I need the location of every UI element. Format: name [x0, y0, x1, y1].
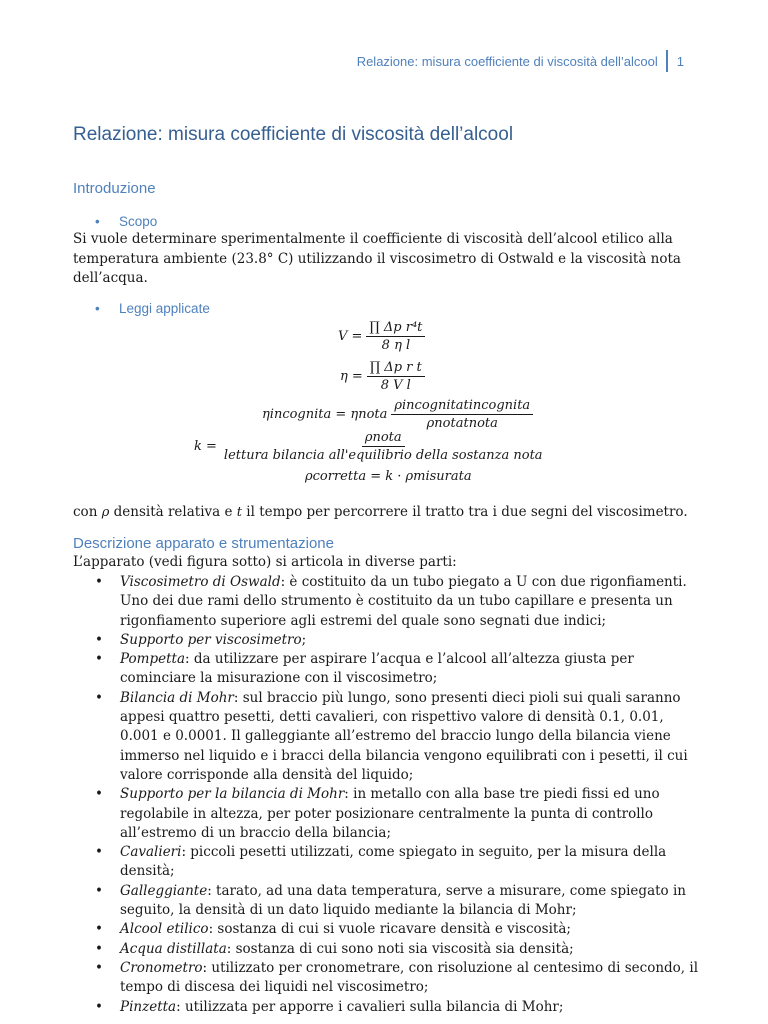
item-text: : in metallo con alla base tre piedi fissi ed uno regolabile in altezza, per poter posizionare centralmente la punta di controllo all’estremo di un braccio della bilancia;: [120, 786, 660, 841]
list-item: [73, 573, 703, 631]
item-term: Acqua distillata: [120, 940, 227, 957]
list-item: [73, 689, 703, 785]
item-term: Alcool etilico: [120, 921, 209, 938]
bullet-dot: •: [95, 882, 103, 899]
item-term: Bilancia di Mohr: [120, 689, 234, 706]
leggi-label: Leggi applicate: [119, 301, 210, 316]
eq2-denominator: 8 V l: [380, 378, 411, 393]
item-term: Supporto per la bilancia di Mohr: [120, 786, 345, 803]
con-text-1: con: [73, 504, 102, 520]
item-term: Supporto per viscosimetro: [120, 631, 302, 648]
bullet-dot: •: [95, 786, 103, 803]
bullet-dot: •: [95, 214, 100, 229]
item-term: Cavalieri: [120, 844, 182, 861]
list-item: [73, 920, 703, 939]
equation-k: [194, 430, 546, 463]
bullet-dot: •: [95, 301, 100, 316]
con-t-symbol: t: [236, 505, 243, 520]
item-term: Pinzetta: [120, 998, 177, 1015]
item-term: Cronometro: [120, 959, 203, 976]
item-term: Galleggiante: [120, 882, 208, 899]
item-text: : sul braccio più lungo, sono presenti dieci pioli sui quali saranno appesi quattro pesetti, detti cavalieri, con rispettivo valore di densità 0.1, 0.01, 0.001 e 0.0001. Il galleggiante all’estremo del braccio lungo della bilancia viene immerso nel liquido e i bracci della bilancia vengono equilibrati con i pesetti, il cui valore corrisponde alla densità del liquido;: [120, 689, 688, 783]
eq2-lhs: η =: [340, 369, 363, 384]
bullet-dot: •: [95, 959, 103, 976]
eq3-numerator: ρincognitatincognita: [391, 398, 533, 415]
con-text-3: il tempo per percorrere il tratto tra i due segni del viscosimetro.: [242, 504, 688, 520]
running-title: Relazione: misura coefficiente di viscosità dell’alcool: [356, 53, 658, 69]
item-text: : utilizzata per apporre i cavalieri sulla bilancia di Mohr;: [176, 998, 564, 1015]
eq4-fraction: [221, 430, 546, 463]
heading-introduzione: Introduzione: [73, 180, 156, 197]
bullet-dot: •: [95, 689, 103, 706]
eq1-numerator: ∏ Δp r⁴t: [366, 320, 425, 337]
item-text: : sostanza di cui sono noti sia viscosità sia densità;: [226, 940, 574, 957]
list-item: [73, 785, 703, 843]
bullet-leggi: [95, 301, 210, 316]
heading-descrizione: Descrizione apparato e strumentazione: [73, 535, 334, 552]
item-text: : sostanza di cui si vuole ricavare densità e viscosità;: [208, 921, 571, 938]
page-number: 1: [676, 53, 684, 69]
scopo-label: Scopo: [119, 214, 158, 229]
bullet-dot: •: [95, 631, 103, 648]
document-title: Relazione: misura coefficiente di viscosità dell’alcool: [73, 124, 514, 145]
eq1-denominator: 8 η l: [381, 338, 411, 353]
eq1-lhs: V =: [338, 329, 363, 344]
apparatus-list: [73, 573, 703, 1017]
item-text: : utilizzato per cronometrare, con risoluzione al centesimo di secondo, il tempo di discesa dei liquidi nel viscosimetro;: [120, 959, 699, 996]
item-term: Pompetta: [120, 651, 185, 668]
bullet-dot: •: [95, 998, 103, 1015]
bullet-dot: •: [95, 940, 103, 957]
item-text: : è costituito da un tubo piegato a U con due rigonfiamenti. Uno dei due rami dello strumento è costituito da un tubo capillare e presenta un rigonfiamento superiore agli estremi del quale sono segnati due indici;: [120, 574, 687, 629]
con-text-2: densità relativa e: [109, 504, 237, 520]
list-item: [73, 959, 703, 998]
eq1-fraction: [366, 320, 425, 353]
equation-corrected-density: ρcorretta = k · ρmisurata: [305, 469, 472, 484]
running-header: [357, 50, 684, 72]
eq4-denominator: lettura bilancia all'equilibrio della sostanza nota: [223, 448, 543, 463]
eq2-numerator: ∏ Δp r t: [367, 360, 425, 377]
equation-relative-viscosity: [262, 398, 533, 431]
list-item: [73, 998, 703, 1017]
descrizione-intro: L’apparato (vedi figura sotto) si articola in diverse parti:: [73, 554, 457, 570]
bullet-scopo: [95, 214, 157, 229]
equation-volume: [338, 320, 425, 353]
header-divider: [666, 50, 668, 72]
item-text: : tarato, ad una data temperatura, serve a misurare, come spiegato in seguito, la densità di un dato liquido mediante la bilancia di Mohr;: [120, 882, 686, 919]
bullet-dot: •: [95, 651, 103, 668]
bullet-dot: •: [95, 921, 103, 938]
list-item: [73, 650, 703, 689]
bullet-dot: •: [95, 574, 103, 590]
eq2-fraction: [367, 360, 425, 393]
bullet-dot: •: [95, 844, 103, 861]
item-text: ;: [301, 631, 307, 648]
item-text: : piccoli pesetti utilizzati, come spiegato in seguito, per la misura della densità;: [120, 844, 667, 880]
list-item: [73, 631, 703, 650]
eq3-lhs: ηincognita = ηnota: [262, 407, 388, 422]
eq3-denominator: ρnotatnota: [426, 416, 498, 431]
list-item: [73, 843, 703, 882]
equation-viscosity: [340, 360, 425, 393]
list-item: [73, 940, 703, 959]
con-rho-symbol: ρ: [101, 505, 110, 520]
eq3-fraction: [391, 398, 533, 431]
con-paragraph: [73, 503, 698, 523]
item-term: Viscosimetro di Oswald: [120, 574, 281, 590]
eq4-lhs: k =: [194, 439, 217, 454]
eq4-numerator: ρnota: [362, 430, 405, 447]
list-item: [73, 882, 703, 921]
scopo-paragraph: Si vuole determinare sperimentalmente il coefficiente di viscosità dell’alcool etilico alla temperatura ambiente (23.8° C) utilizzando il viscosimetro di Ostwald e la viscosità nota dell’acqua.: [73, 231, 681, 286]
item-text: : da utilizzare per aspirare l’acqua e l’alcool all’altezza giusta per cominciare la misurazione con il viscosimetro;: [120, 651, 634, 687]
